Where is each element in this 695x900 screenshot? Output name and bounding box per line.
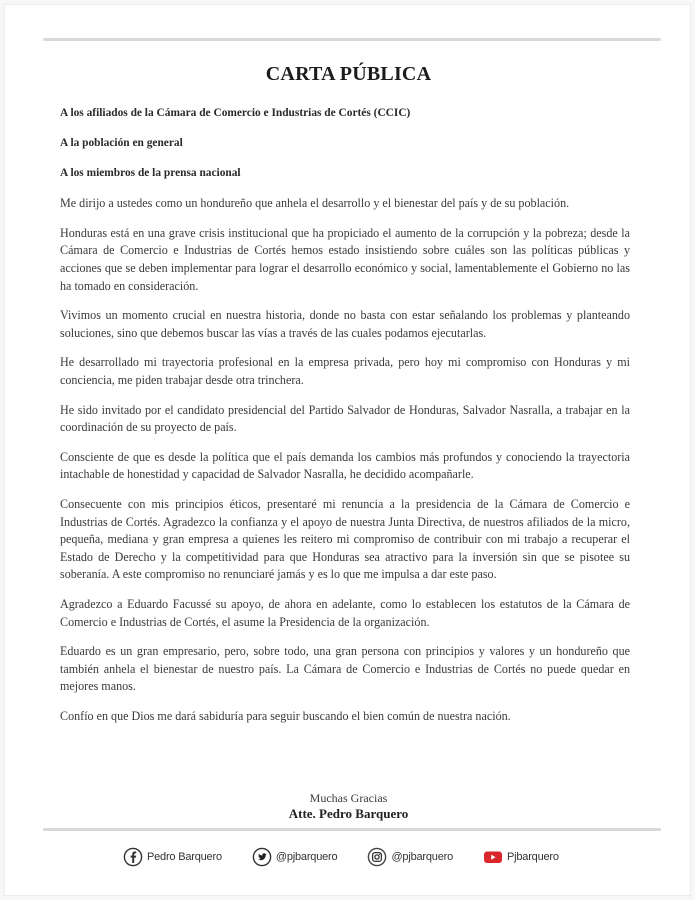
paragraph-invitation: He sido invitado por el candidato presidencial del Partido Salvador de Honduras, Salvador Nasralla, a trabajar en la coordinación de su proyecto de país.: [60, 402, 630, 435]
paragraph-decision: Consciente de que es desde la política que el país demanda los cambios más profundos y conociendo la trayectoria intachable de honestidad y capacidad de Salvador Nasralla, he decidido acompañarle.: [60, 449, 630, 482]
twitter-handle: @pjbarquero: [275, 851, 338, 863]
paragraph-successor: Agradezco a Eduardo Facussé su apoyo, de ahora en adelante, como lo establecen los estatutos de la Cámara de Comercio e Industrias de Cortés, el asume la Presidencia de la organización.: [60, 596, 630, 629]
paragraph-crucial-moment: Vivimos un momento crucial en nuestra historia, donde no basta con estar señalando los problemas y planteando soluciones, sino que debemos buscar las vías a través de las cuales podamos ejecutarlas.: [60, 308, 630, 340]
letter-body: [60, 105, 630, 738]
instagram-icon: [367, 847, 387, 867]
paragraph-faith: Confío en que Dios me dará sabiduría para seguir buscando el bien común de nuestra nación.: [60, 708, 511, 723]
twitter-icon: [252, 847, 272, 867]
signoff: [5, 791, 692, 822]
social-youtube[interactable]: [483, 847, 559, 867]
letter-title: CARTA PÚBLICA: [265, 63, 432, 85]
social-facebook[interactable]: [123, 847, 222, 867]
salutation-affiliates: A los afiliados de la Cámara de Comercio e Industrias de Cortés (CCIC): [60, 107, 411, 119]
paragraph-resignation: Consecuente con mis principios éticos, presentaré mi renuncia a la presidencia de la Cámara de Comercio e Industrias de Cortés. Agradezco la confianza y el apoyo de nuestra Junta Directiva, de nuestros afiliados de la micro, pequeña, mediana y gran empresa a quienes les reitero mi compromiso de contribuir con mi trabajo a recuperar el Estado de Derecho y la competitividad para que Honduras sea atractivo para la inversión sin que se pisotee su soberanía. A este compromiso no renunciaré jamás y es lo que me impulsa a dar este paso.: [60, 497, 630, 582]
paragraph-successor-praise: Eduardo es un gran empresario, pero, sobre todo, una gran persona con principios y valores y un hondureño que también anhela el bienestar de nuestro país. La Cámara de Comercio e Industrias de Cortés no puede quedar en mejores manos.: [60, 644, 630, 694]
salutation-population: A la población en general: [60, 137, 183, 150]
social-instagram[interactable]: [367, 847, 453, 867]
facebook-icon: [123, 847, 143, 867]
youtube-handle: Pjbarquero: [507, 851, 559, 863]
social-twitter[interactable]: [252, 847, 338, 867]
letter-page: [4, 4, 691, 896]
paragraph-crisis: Honduras está en una grave crisis institucional que ha propiciado el aumento de la corrupción y la pobreza; desde la Cámara de Comercio e Industrias de Cortés hemos estado insistiendo sobre cuáles son las políticas públicas y acciones que se deben implementar para lograr el desarrollo económico y social, lamentablemente el Gobierno no las ha tomado en consideración.: [60, 225, 630, 293]
social-footer: [123, 845, 589, 869]
facebook-handle: Pedro Barquero: [147, 851, 222, 863]
top-divider: [43, 38, 661, 41]
paragraph-career: He desarrollado mi trayectoria profesional en la empresa privada, pero hoy mi compromiso con Honduras y mi conciencia, me piden trabajar desde otra trinchera.: [60, 355, 630, 388]
signature: Atte. Pedro Barquero: [288, 806, 409, 821]
paragraph-intro: Me dirijo a ustedes como un hondureño que anhela el desarrollo y el bienestar del país y de su población.: [60, 196, 570, 211]
instagram-handle: @pjbarquero: [391, 851, 453, 863]
bottom-divider: [43, 828, 661, 831]
closing-text: Muchas Gracias: [309, 791, 388, 805]
salutation-press: A los miembros de la prensa nacional: [60, 167, 241, 180]
youtube-icon: [483, 847, 503, 867]
